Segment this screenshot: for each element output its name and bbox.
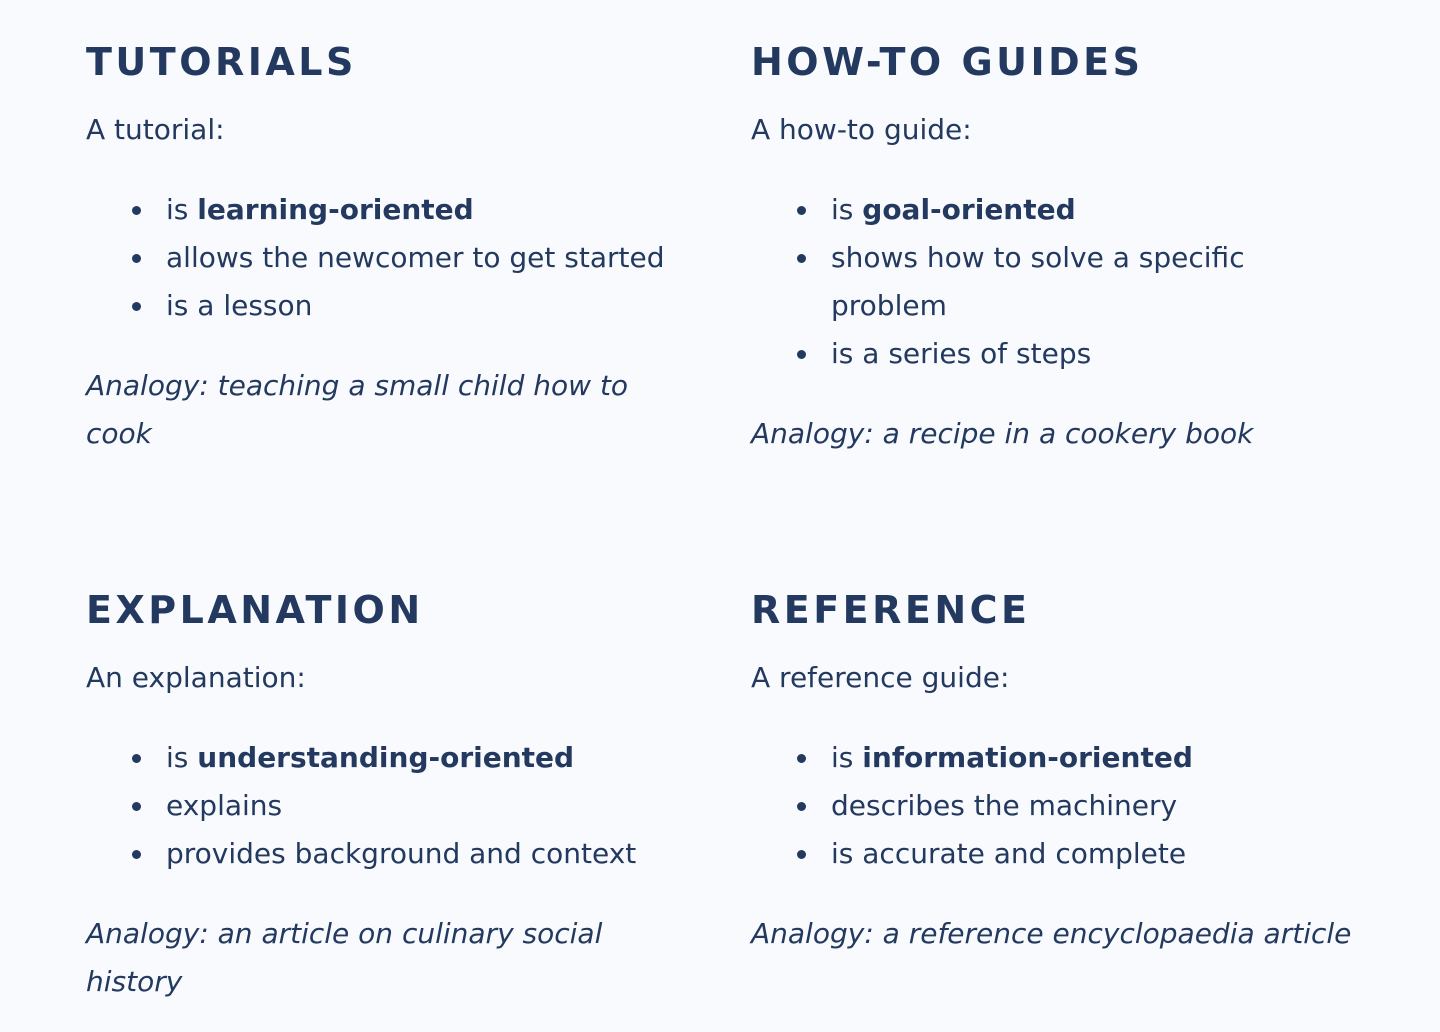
item-text: allows the newcomer to get started (166, 241, 665, 274)
bullet-icon (132, 850, 141, 859)
bullet-icon (797, 254, 806, 263)
tutorials-section (86, 38, 726, 458)
feature-list (751, 186, 1391, 378)
section-title: EXPLANATION (86, 588, 424, 632)
analogy-text: Analogy: a reference encyclopaedia article (751, 917, 1352, 950)
bullet-icon (132, 754, 141, 763)
list-item (751, 234, 1271, 330)
item-text: is a lesson (166, 289, 313, 322)
section-title: TUTORIALS (86, 40, 357, 84)
analogy-text: Analogy: an article on culinary social history (86, 917, 603, 998)
item-text: provides background and context (166, 837, 637, 870)
bullet-icon (132, 254, 141, 263)
feature-list (86, 186, 726, 330)
analogy-text: Analogy: a recipe in a cookery book (751, 417, 1254, 450)
list-item (751, 830, 1391, 878)
bullet-icon (797, 350, 806, 359)
how-to-guides-section (751, 38, 1391, 458)
bullet-icon (797, 850, 806, 859)
list-item (751, 330, 1271, 378)
section-intro: A how-to guide: (751, 113, 972, 146)
item-text: shows how to solve a specific problem (831, 241, 1245, 322)
item-text: describes the machinery (831, 789, 1178, 822)
item-text: explains (166, 789, 283, 822)
list-item (751, 734, 1391, 782)
section-intro: A tutorial: (86, 113, 225, 146)
item-emphasis: information-oriented (862, 741, 1193, 774)
item-text: is (831, 741, 863, 774)
analogy-text: Analogy: teaching a small child how to cook (86, 369, 629, 450)
feature-list (751, 734, 1391, 878)
list-item (86, 782, 726, 830)
item-emphasis: understanding-oriented (197, 741, 575, 774)
section-intro: An explanation: (86, 661, 306, 694)
bullet-icon (797, 754, 806, 763)
list-item (86, 830, 726, 878)
section-title: HOW-TO GUIDES (751, 40, 1144, 84)
list-item (751, 782, 1391, 830)
item-emphasis: goal-oriented (862, 193, 1076, 226)
item-emphasis: learning-oriented (197, 193, 474, 226)
list-item (86, 186, 726, 234)
item-text: is (166, 741, 198, 774)
bullet-icon (132, 302, 141, 311)
bullet-icon (132, 802, 141, 811)
bullet-icon (797, 802, 806, 811)
item-text: is accurate and complete (831, 837, 1187, 870)
list-item (86, 234, 726, 282)
bullet-icon (797, 206, 806, 215)
explanation-section (86, 586, 726, 1006)
item-text: is (166, 193, 198, 226)
item-text: is (831, 193, 863, 226)
section-title: REFERENCE (751, 588, 1031, 632)
list-item (751, 186, 1271, 234)
item-text: is a series of steps (831, 337, 1092, 370)
list-item (86, 282, 726, 330)
reference-section (751, 586, 1391, 958)
section-intro: A reference guide: (751, 661, 1010, 694)
feature-list (86, 734, 726, 878)
bullet-icon (132, 206, 141, 215)
list-item (86, 734, 726, 782)
